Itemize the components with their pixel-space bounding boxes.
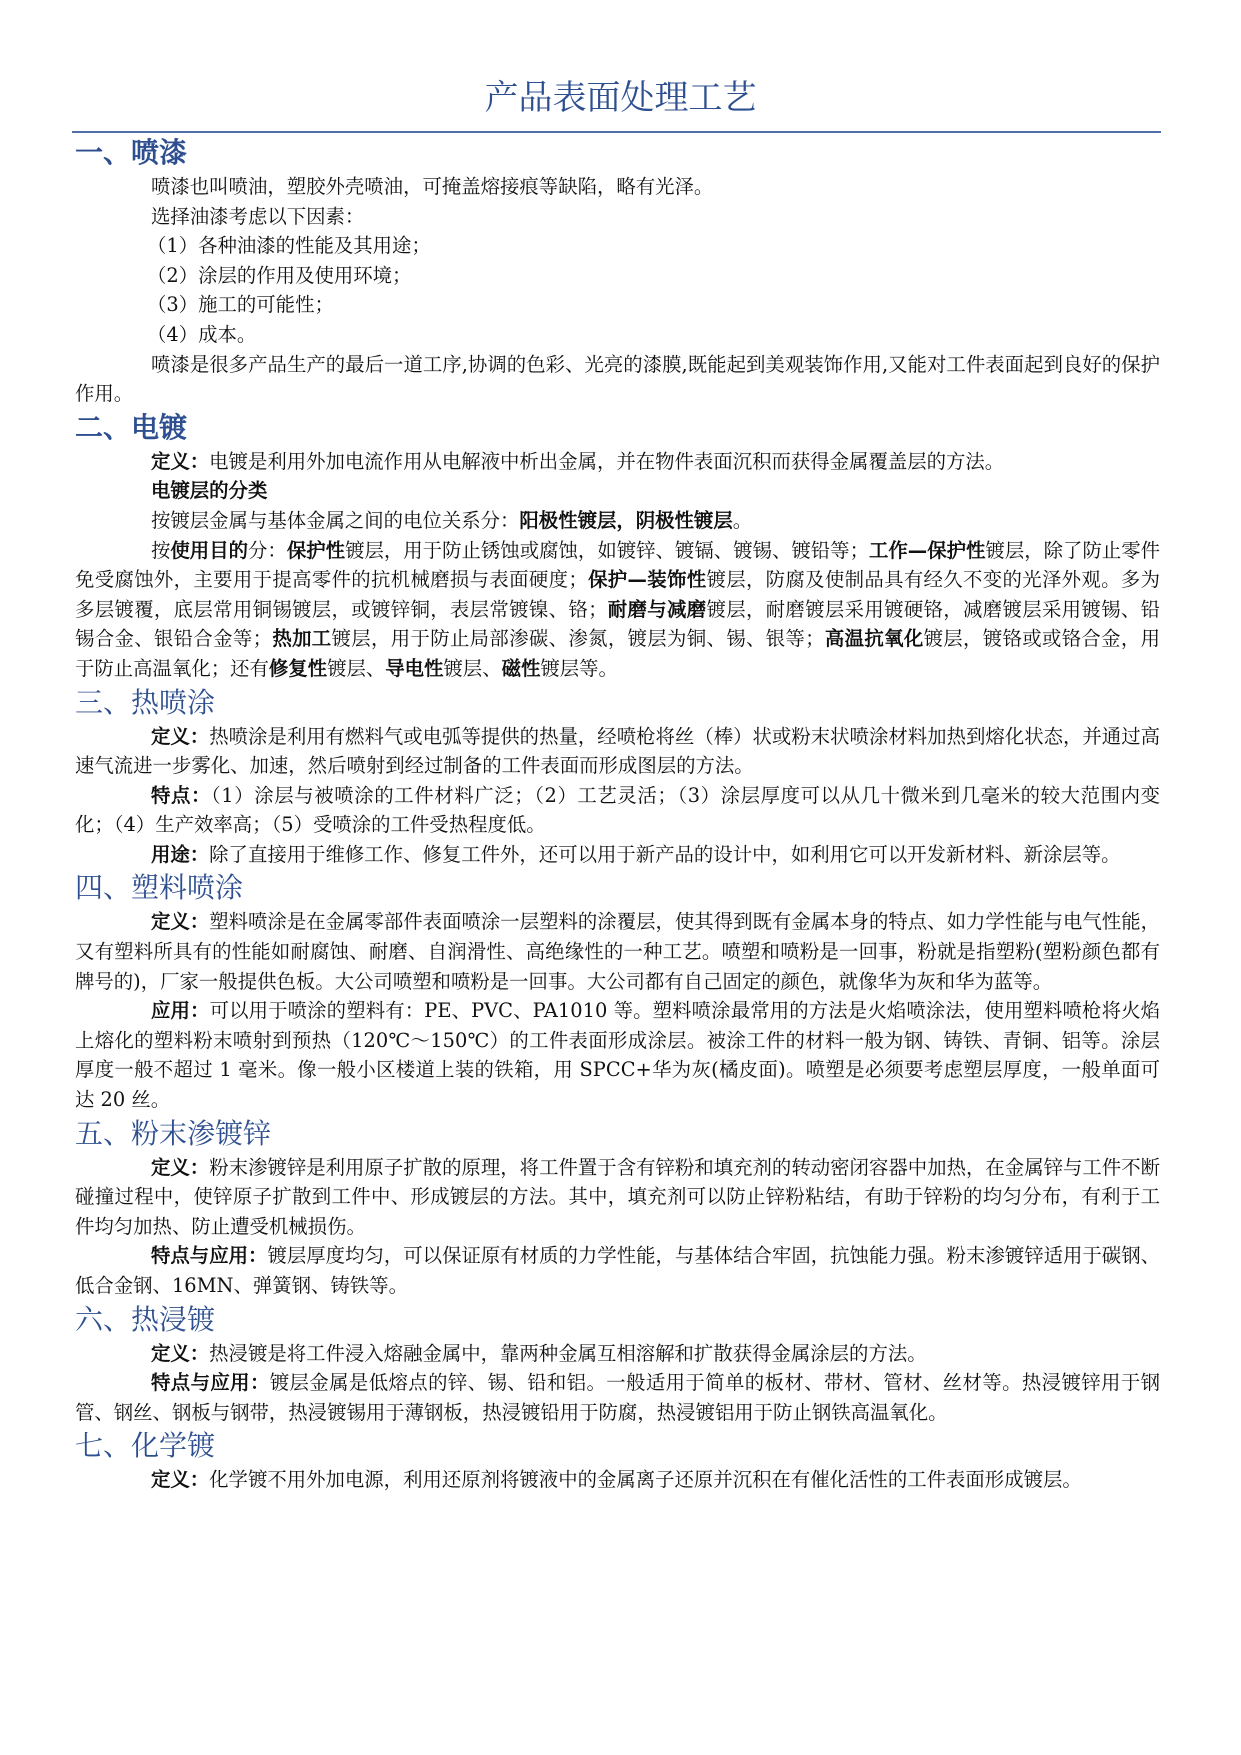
paragraph: 按使用目的分：保护性镀层，用于防止锈蚀或腐蚀，如镀锌、镀镉、镀锡、镀铅等；工作—保护性镀层，除了防止零件免受腐蚀外，主要用于提高零件的抗机械磨损与表面硬度；保护—装饰性镀层，防腐及使制品具有经久不变的光泽外观。多为多层镀覆，底层常用铜锡镀层，或镀锌铜，表层常镀镍、铬；耐磨与减磨镀层，耐磨镀层采用镀硬铬，减磨镀层采用镀锡、铅锡合金、银铅合金等；热加工镀层，用于防止局部渗碳、渗氮，镀层为铜、锡、银等；高温抗氧化镀层，镀铬或或铬合金，用于防止高温氧化；还有修复性镀层、导电性镀层、磁性镀层等。 — [75, 538, 1161, 680]
list-item: （2）涂层的作用及使用环境； — [147, 263, 412, 287]
section-heading-chemical-plating: 七、化学镀 — [75, 1429, 216, 1463]
features-paragraph: 特点：（1）涂层与被喷涂的工件材料广泛；（2）工艺灵活；（3）涂层厚度可以从几十微米到几毫米的较大范围内变化；（4）生产效率高；（5）受喷涂的工件受热程度低。 — [75, 783, 1160, 837]
features-paragraph: 特点与应用：镀层金属是低熔点的锌、锡、铅和铝。一般适用于简单的板材、带材、管材、丝材等。热浸镀锌用于钢管、钢丝、钢板与钢带，热浸镀锡用于薄钢板，热浸镀铅用于防腐，热浸镀铝用于防止钢铁高温氧化。 — [75, 1371, 1161, 1424]
document-body — [75, 134, 1160, 1495]
page-title: 产品表面处理工艺 — [484, 78, 757, 118]
list-item: （1）各种油漆的性能及其用途； — [147, 234, 431, 258]
section-heading-spray-paint: 一、喷漆 — [75, 136, 188, 169]
subheading: 电镀层的分类 — [151, 479, 268, 503]
definition-paragraph: 定义：热浸镀是将工件浸入熔融金属中，靠两种金属互相溶解和扩散获得金属涂层的方法。 — [151, 1341, 927, 1365]
definition-label: 定义： — [151, 1341, 210, 1365]
paragraph: 选择油漆考虑以下因素： — [151, 204, 365, 228]
definition-label: 定义： — [151, 1155, 210, 1179]
definition-paragraph: 定义：化学镀不用外加电源，利用还原剂将镀液中的金属离子还原并沉积在有催化活性的工件表面形成镀层。 — [151, 1468, 1082, 1492]
section-heading-hot-dip: 六、热浸镀 — [75, 1302, 216, 1336]
section-heading-thermal-spray: 三、热喷涂 — [75, 685, 216, 719]
paragraph: 按镀层金属与基体金属之间的电位关系分：阳极性镀层，阴极性镀层。 — [151, 508, 753, 532]
paragraph: 喷漆是很多产品生产的最后一道工序,协调的色彩、光亮的漆膜,既能起到美观装饰作用,又能对工件表面起到良好的保护作用。 — [75, 352, 1160, 406]
definition-paragraph: 定义：塑料喷涂是在金属零部件表面喷涂一层塑料的涂覆层，使其得到既有金属本身的特点、如力学性能与电气性能，又有塑料所具有的性能如耐腐蚀、耐磨、自润滑性、高绝缘性的一种工艺。喷塑和喷粉是一回事，粉就是指塑粉(塑粉颜色都有牌号的)，厂家一般提供色板。大公司喷塑和喷粉是一回事。大公司都有自己固定的颜色，就像华为灰和华为蓝等。 — [75, 910, 1161, 993]
usage-paragraph: 用途：除了直接用于维修工作、修复工件外，还可以用于新产品的设计中，如利用它可以开发新材料、新涂层等。 — [151, 842, 1121, 866]
application-paragraph: 应用：可以用于喷涂的塑料有：PE、PVC、PA1010 等。塑料喷涂最常用的方法是火焰喷涂法，使用塑料喷枪将火焰上熔化的塑料粉末喷射到预热（120℃～150℃）的工件表面形成涂层。被涂工件的材料一般为钢、铸铁、青铜、铝等。涂层厚度一般不超过 1 毫米。像一般小区楼道上装的铁箱，用 SPCC+华为灰(橘皮面)。喷塑是必须要考虑塑层厚度，一般单面可达 20 丝。 — [75, 999, 1160, 1112]
definition-label: 定义： — [151, 724, 210, 748]
definition-label: 定义： — [151, 449, 210, 473]
definition-paragraph: 定义：热喷涂是利用有燃料气或电弧等提供的热量，经喷枪将丝（棒）状或粉末状喷涂材料加热到熔化状态，并通过高速气流进一步雾化、加速，然后喷射到经过制备的工件表面而形成图层的方法。 — [75, 724, 1161, 778]
section-heading-electroplating: 二、电镀 — [75, 410, 188, 444]
list-item: （3）施工的可能性； — [147, 293, 334, 317]
list-item: （4）成本。 — [147, 322, 257, 346]
definition-label: 定义： — [151, 1468, 210, 1492]
section-heading-sherardizing: 五、粉末渗镀锌 — [75, 1116, 272, 1150]
section-heading-plastic-spray: 四、塑料喷涂 — [75, 871, 244, 905]
definition-paragraph: 定义：粉末渗镀锌是利用原子扩散的原理，将工件置于含有锌粉和填充剂的转动密闭容器中加热，在金属锌与工件不断碰撞过程中，使锌原子扩散到工件中、形成镀层的方法。其中，填充剂可以防止锌粉粘结，有助于锌粉的均匀分布，有利于工件均匀加热、防止遭受机械损伤。 — [75, 1155, 1161, 1238]
definition-paragraph: 定义：电镀是利用外加电流作用从电解液中析出金属，并在物件表面沉积而获得金属覆盖层的方法。 — [151, 449, 1005, 473]
paragraph: 喷漆也叫喷油，塑胶外壳喷油，可掩盖熔接痕等缺陷，略有光泽。 — [151, 175, 714, 198]
definition-label: 定义： — [151, 910, 210, 934]
title-underline — [72, 131, 1161, 133]
features-paragraph: 特点与应用：镀层厚度均匀，可以保证原有材质的力学性能，与基体结合牢固，抗蚀能力强。粉末渗镀锌适用于碳钢、低合金钢、16MN、弹簧钢、铸铁等。 — [75, 1244, 1161, 1297]
